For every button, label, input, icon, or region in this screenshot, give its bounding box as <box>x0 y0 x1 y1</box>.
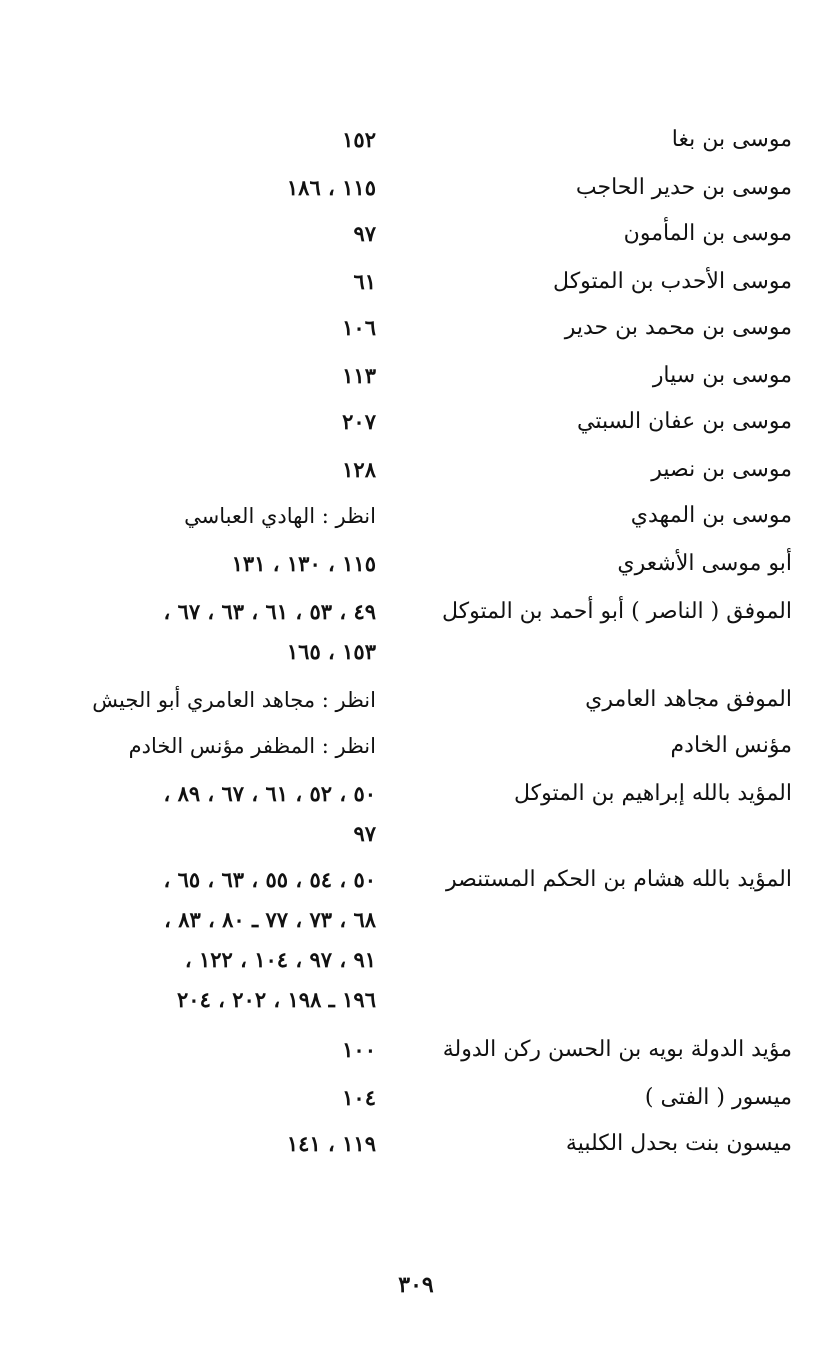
entry-page-line: ٥٠ ، ٥٤ ، ٥٥ ، ٦٣ ، ٦٥ ، <box>163 867 376 892</box>
entry-pages <box>16 402 376 442</box>
entry-pages <box>16 450 376 490</box>
entry-name: الموفق ( الناصر ) أبو أحمد بن المتوكل <box>442 599 792 624</box>
entry-name: المؤيد بالله إبراهيم بن المتوكل <box>513 781 792 806</box>
entry-pages <box>16 1124 376 1164</box>
entry-page-line: ٥٠ ، ٥٢ ، ٦١ ، ٦٧ ، ٨٩ ، <box>163 781 376 806</box>
entry-page-line: ١١٥ ، ١٣٠ ، ١٣١ <box>231 551 376 576</box>
entry-name: موسى بن المهدي <box>630 503 792 528</box>
entry-page-line: ١٥٢ <box>342 127 376 152</box>
entry-page-line: انظر : مجاهد العامري أبو الجيش <box>92 688 376 712</box>
entry-page-line: ١٩٦ ـ ١٩٨ ، ٢٠٢ ، ٢٠٤ <box>177 987 376 1012</box>
entry-page-line: ١٢٨ <box>342 457 376 482</box>
entry-name: موسى بن سيار <box>652 363 792 388</box>
entry-pages <box>16 168 376 208</box>
entry-pages <box>16 726 376 766</box>
entry-pages <box>16 680 376 720</box>
entry-pages <box>16 308 376 348</box>
entry-pages <box>16 356 376 396</box>
entry-page-line: ١٥٣ ، ١٦٥ <box>286 639 376 664</box>
entry-page-line: ٩٧ <box>353 821 376 846</box>
entry-page-line: ٢٠٧ <box>342 409 376 434</box>
entry-name: موسى بن المأمون <box>623 221 792 246</box>
entry-name: ميسور ( الفتى ) <box>644 1085 792 1110</box>
entry-page-line: ٤٩ ، ٥٣ ، ٦١ ، ٦٣ ، ٦٧ ، <box>163 599 376 624</box>
entry-page-line: ١٠٦ <box>342 315 376 340</box>
entry-name: موسى بن حدير الحاجب <box>575 175 792 200</box>
entry-page-line: ٦٨ ، ٧٣ ، ٧٧ ـ ٨٠ ، ٨٣ ، <box>164 907 376 932</box>
entry-page-line: ١٠٤ <box>342 1085 376 1110</box>
entry-name: موسى الأحدب بن المتوكل <box>553 269 792 294</box>
entry-pages <box>16 544 376 584</box>
entry-pages <box>16 120 376 160</box>
entry-pages <box>16 1078 376 1118</box>
entry-pages <box>16 1030 376 1070</box>
entry-page-line: انظر : المظفر مؤنس الخادم <box>128 734 376 758</box>
entry-name: موسى بن محمد بن حدير <box>564 315 792 340</box>
entry-page-line: ١٠٠ <box>342 1037 376 1062</box>
entry-page-line: انظر : الهادي العباسي <box>184 504 376 528</box>
entry-pages <box>16 214 376 254</box>
entry-name: موسى بن عفان السبتي <box>577 409 792 434</box>
entry-name: مؤنس الخادم <box>670 733 792 758</box>
entry-page-line: ١١٥ ، ١٨٦ <box>286 175 376 200</box>
entry-name: ميسون بنت بحدل الكلبية <box>565 1131 792 1156</box>
entry-page-line: ٩١ ، ٩٧ ، ١٠٤ ، ١٢٢ ، <box>184 947 376 972</box>
entry-name: المؤيد بالله هشام بن الحكم المستنصر <box>445 867 792 892</box>
entry-name: موسى بن بغا <box>671 127 792 152</box>
entry-page-line: ٦١ <box>353 269 376 294</box>
entry-page-line: ١١٣ <box>342 363 376 388</box>
entry-name: موسى بن نصير <box>651 457 792 482</box>
entry-page-line: ١١٩ ، ١٤١ <box>286 1131 376 1156</box>
entry-name: أبو موسى الأشعري <box>617 551 792 576</box>
entry-name: مؤيد الدولة بويه بن الحسن ركن الدولة <box>442 1037 792 1062</box>
entry-pages <box>16 262 376 302</box>
entry-name: الموفق مجاهد العامري <box>585 687 792 712</box>
entry-pages <box>16 592 376 672</box>
entry-pages <box>16 496 376 536</box>
page-number: ٣٠٩ <box>398 1272 434 1298</box>
entry-pages <box>16 860 376 1020</box>
entry-page-line: ٩٧ <box>353 221 376 246</box>
entry-pages <box>16 774 376 854</box>
